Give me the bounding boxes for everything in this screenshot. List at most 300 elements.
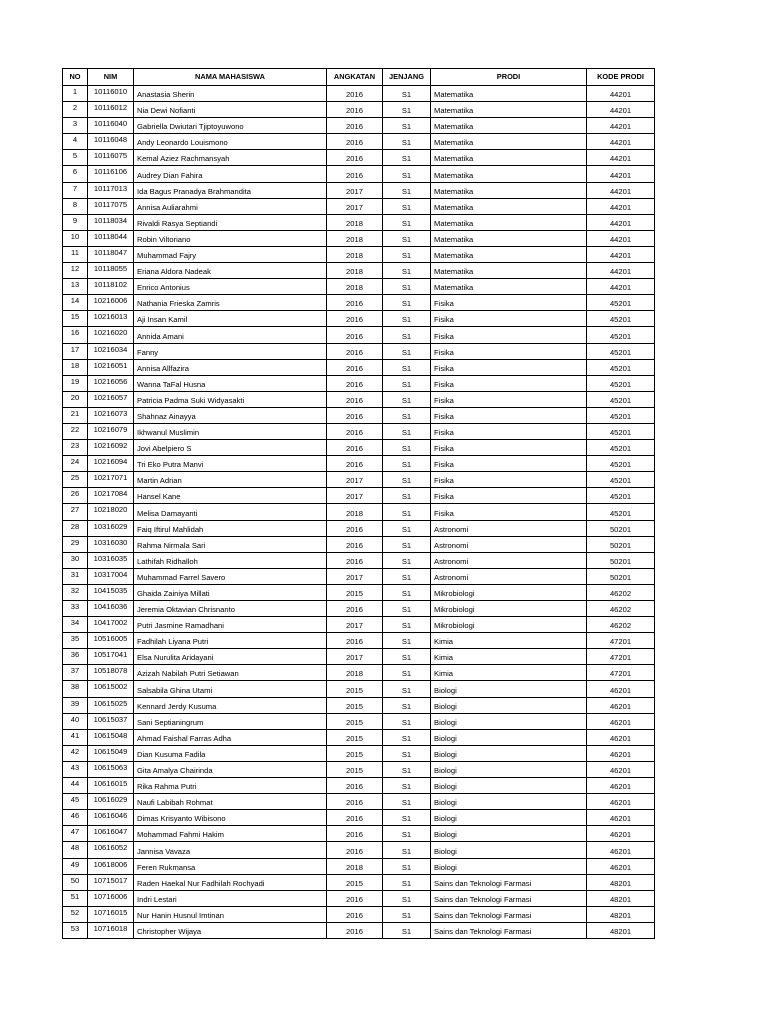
cell-nim: 10616046	[88, 810, 134, 826]
cell-prodi: Matematika	[431, 150, 587, 166]
cell-angkatan: 2018	[327, 665, 383, 681]
cell-no: 30	[63, 552, 88, 568]
cell-jenjang: S1	[383, 906, 431, 922]
cell-prodi: Mikrobiologi	[431, 617, 587, 633]
cell-nama-mahasiswa: Wanna TaFal Husna	[134, 375, 327, 391]
cell-prodi: Matematika	[431, 166, 587, 182]
table-row	[63, 601, 655, 617]
header-row	[63, 69, 655, 86]
table-row	[63, 874, 655, 890]
cell-nama-mahasiswa: Christopher Wijaya	[134, 922, 327, 938]
cell-prodi: Matematika	[431, 86, 587, 102]
cell-prodi: Sains dan Teknologi Farmasi	[431, 906, 587, 922]
cell-kode-prodi: 45201	[587, 407, 655, 423]
table-row	[63, 246, 655, 262]
cell-prodi: Matematika	[431, 279, 587, 295]
cell-nama-mahasiswa: Lathifah Ridhalloh	[134, 552, 327, 568]
cell-jenjang: S1	[383, 150, 431, 166]
table-row	[63, 198, 655, 214]
cell-nim: 10118047	[88, 246, 134, 262]
cell-prodi: Biologi	[431, 794, 587, 810]
cell-nama-mahasiswa: Feren Rukmansa	[134, 858, 327, 874]
cell-no: 5	[63, 150, 88, 166]
table-row	[63, 230, 655, 246]
cell-nama-mahasiswa: Ida Bagus Pranadya Brahmandita	[134, 182, 327, 198]
cell-nama-mahasiswa: Rika Rahma Putri	[134, 778, 327, 794]
cell-nama-mahasiswa: Dimas Krisyanto Wibisono	[134, 810, 327, 826]
table-row	[63, 150, 655, 166]
cell-prodi: Matematika	[431, 118, 587, 134]
cell-prodi: Biologi	[431, 761, 587, 777]
cell-nim: 10316029	[88, 520, 134, 536]
cell-nama-mahasiswa: Sani Septianingrum	[134, 713, 327, 729]
cell-angkatan: 2016	[327, 166, 383, 182]
cell-nama-mahasiswa: Fanny	[134, 343, 327, 359]
cell-prodi: Fisika	[431, 295, 587, 311]
table-row	[63, 665, 655, 681]
cell-nama-mahasiswa: Annisa Allfazira	[134, 359, 327, 375]
cell-nama-mahasiswa: Rivaldi Rasya Septiandi	[134, 214, 327, 230]
cell-nim: 10716018	[88, 922, 134, 938]
table-body	[63, 86, 655, 939]
cell-jenjang: S1	[383, 761, 431, 777]
cell-no: 20	[63, 391, 88, 407]
cell-nim: 10216034	[88, 343, 134, 359]
cell-no: 52	[63, 906, 88, 922]
cell-kode-prodi: 48201	[587, 906, 655, 922]
cell-kode-prodi: 50201	[587, 520, 655, 536]
cell-jenjang: S1	[383, 858, 431, 874]
cell-nama-mahasiswa: Putri Jasmine Ramadhani	[134, 617, 327, 633]
cell-nim: 10615048	[88, 729, 134, 745]
cell-jenjang: S1	[383, 890, 431, 906]
cell-angkatan: 2017	[327, 472, 383, 488]
table-row	[63, 633, 655, 649]
cell-nim: 10117013	[88, 182, 134, 198]
cell-kode-prodi: 44201	[587, 102, 655, 118]
cell-prodi: Kimia	[431, 633, 587, 649]
cell-nim: 10116075	[88, 150, 134, 166]
cell-angkatan: 2016	[327, 922, 383, 938]
table-row	[63, 617, 655, 633]
cell-kode-prodi: 47201	[587, 633, 655, 649]
cell-nama-mahasiswa: Patricia Padma Suki Widyasakti	[134, 391, 327, 407]
cell-no: 37	[63, 665, 88, 681]
cell-jenjang: S1	[383, 102, 431, 118]
cell-jenjang: S1	[383, 617, 431, 633]
cell-nim: 10618006	[88, 858, 134, 874]
cell-jenjang: S1	[383, 375, 431, 391]
cell-angkatan: 2016	[327, 327, 383, 343]
cell-jenjang: S1	[383, 874, 431, 890]
cell-angkatan: 2018	[327, 246, 383, 262]
cell-prodi: Matematika	[431, 182, 587, 198]
cell-nim: 10415035	[88, 584, 134, 600]
cell-prodi: Matematika	[431, 214, 587, 230]
cell-kode-prodi: 45201	[587, 375, 655, 391]
cell-jenjang: S1	[383, 391, 431, 407]
cell-nama-mahasiswa: Kemal Aziez Rachmansyah	[134, 150, 327, 166]
cell-nim: 10118044	[88, 230, 134, 246]
cell-jenjang: S1	[383, 536, 431, 552]
cell-jenjang: S1	[383, 472, 431, 488]
cell-angkatan: 2016	[327, 118, 383, 134]
cell-nim: 10216073	[88, 407, 134, 423]
cell-nim: 10216056	[88, 375, 134, 391]
table-row	[63, 922, 655, 938]
cell-nim: 10716006	[88, 890, 134, 906]
cell-no: 21	[63, 407, 88, 423]
table-row	[63, 166, 655, 182]
table-row	[63, 858, 655, 874]
cell-no: 2	[63, 102, 88, 118]
cell-kode-prodi: 46201	[587, 858, 655, 874]
cell-kode-prodi: 45201	[587, 472, 655, 488]
header-jenjang: JENJANG	[383, 69, 431, 86]
cell-angkatan: 2016	[327, 456, 383, 472]
cell-nim: 10416036	[88, 601, 134, 617]
cell-kode-prodi: 44201	[587, 263, 655, 279]
cell-no: 35	[63, 633, 88, 649]
cell-nama-mahasiswa: Naufi Labibah Rohmat	[134, 794, 327, 810]
header-prodi: PRODI	[431, 69, 587, 86]
cell-angkatan: 2016	[327, 423, 383, 439]
cell-no: 32	[63, 584, 88, 600]
cell-angkatan: 2016	[327, 826, 383, 842]
cell-nim: 10118034	[88, 214, 134, 230]
cell-nama-mahasiswa: Jovi Abelpiero S	[134, 440, 327, 456]
cell-nim: 10216094	[88, 456, 134, 472]
cell-nama-mahasiswa: Enrico Antonius	[134, 279, 327, 295]
cell-kode-prodi: 44201	[587, 118, 655, 134]
cell-prodi: Fisika	[431, 423, 587, 439]
cell-jenjang: S1	[383, 826, 431, 842]
cell-prodi: Matematika	[431, 263, 587, 279]
cell-angkatan: 2016	[327, 890, 383, 906]
cell-angkatan: 2018	[327, 230, 383, 246]
cell-angkatan: 2015	[327, 761, 383, 777]
cell-no: 9	[63, 214, 88, 230]
cell-no: 50	[63, 874, 88, 890]
cell-angkatan: 2016	[327, 311, 383, 327]
cell-no: 4	[63, 134, 88, 150]
cell-no: 43	[63, 761, 88, 777]
cell-nim: 10216013	[88, 311, 134, 327]
cell-kode-prodi: 45201	[587, 423, 655, 439]
cell-nama-mahasiswa: Dian Kusuma Fadila	[134, 745, 327, 761]
cell-angkatan: 2017	[327, 617, 383, 633]
cell-nim: 10518078	[88, 665, 134, 681]
cell-nama-mahasiswa: Rahma Nirmala Sari	[134, 536, 327, 552]
cell-no: 29	[63, 536, 88, 552]
cell-nim: 10615049	[88, 745, 134, 761]
cell-angkatan: 2016	[327, 343, 383, 359]
cell-nim: 10118102	[88, 279, 134, 295]
cell-jenjang: S1	[383, 778, 431, 794]
cell-jenjang: S1	[383, 584, 431, 600]
table-row	[63, 520, 655, 536]
cell-prodi: Matematika	[431, 230, 587, 246]
table-row	[63, 407, 655, 423]
cell-nim: 10316035	[88, 552, 134, 568]
cell-kode-prodi: 44201	[587, 246, 655, 262]
cell-nim: 10116106	[88, 166, 134, 182]
cell-no: 8	[63, 198, 88, 214]
cell-nama-mahasiswa: Fadhilah Liyana Putri	[134, 633, 327, 649]
table-row	[63, 118, 655, 134]
cell-angkatan: 2016	[327, 520, 383, 536]
cell-kode-prodi: 46201	[587, 826, 655, 842]
cell-kode-prodi: 48201	[587, 874, 655, 890]
header-angkatan: ANGKATAN	[327, 69, 383, 86]
cell-prodi: Fisika	[431, 311, 587, 327]
cell-kode-prodi: 46201	[587, 697, 655, 713]
cell-prodi: Biologi	[431, 729, 587, 745]
cell-nim: 10216020	[88, 327, 134, 343]
table-row	[63, 423, 655, 439]
cell-prodi: Fisika	[431, 391, 587, 407]
cell-nama-mahasiswa: Tri Eko Putra Manvi	[134, 456, 327, 472]
student-table	[62, 68, 655, 939]
cell-angkatan: 2018	[327, 858, 383, 874]
cell-jenjang: S1	[383, 311, 431, 327]
cell-kode-prodi: 44201	[587, 86, 655, 102]
cell-no: 10	[63, 230, 88, 246]
cell-prodi: Astronomi	[431, 536, 587, 552]
cell-nama-mahasiswa: Hansel Kane	[134, 488, 327, 504]
cell-angkatan: 2015	[327, 874, 383, 890]
cell-prodi: Fisika	[431, 504, 587, 520]
cell-angkatan: 2017	[327, 488, 383, 504]
cell-angkatan: 2017	[327, 649, 383, 665]
cell-nim: 10516005	[88, 633, 134, 649]
cell-prodi: Sains dan Teknologi Farmasi	[431, 890, 587, 906]
cell-kode-prodi: 46202	[587, 617, 655, 633]
cell-nama-mahasiswa: Nur Hanin Husnul Imtinan	[134, 906, 327, 922]
cell-kode-prodi: 45201	[587, 311, 655, 327]
table-row	[63, 488, 655, 504]
cell-angkatan: 2016	[327, 375, 383, 391]
cell-nama-mahasiswa: Gita Amalya Chairinda	[134, 761, 327, 777]
cell-jenjang: S1	[383, 198, 431, 214]
cell-angkatan: 2016	[327, 633, 383, 649]
table-row	[63, 86, 655, 102]
cell-kode-prodi: 48201	[587, 922, 655, 938]
cell-jenjang: S1	[383, 456, 431, 472]
cell-jenjang: S1	[383, 665, 431, 681]
table-row	[63, 295, 655, 311]
cell-no: 44	[63, 778, 88, 794]
cell-angkatan: 2016	[327, 536, 383, 552]
cell-angkatan: 2018	[327, 279, 383, 295]
cell-nim: 10317004	[88, 568, 134, 584]
cell-kode-prodi: 46201	[587, 745, 655, 761]
cell-nim: 10217071	[88, 472, 134, 488]
header-no: NO	[63, 69, 88, 86]
cell-nama-mahasiswa: Ahmad Faishal Farras Adha	[134, 729, 327, 745]
table-row	[63, 182, 655, 198]
cell-no: 40	[63, 713, 88, 729]
table-row	[63, 472, 655, 488]
table-row	[63, 794, 655, 810]
cell-angkatan: 2015	[327, 713, 383, 729]
table-row	[63, 729, 655, 745]
cell-kode-prodi: 44201	[587, 166, 655, 182]
cell-nim: 10316030	[88, 536, 134, 552]
cell-angkatan: 2018	[327, 504, 383, 520]
cell-nim: 10616029	[88, 794, 134, 810]
cell-nama-mahasiswa: Gabriella Dwiutari Tjiptoyuwono	[134, 118, 327, 134]
cell-jenjang: S1	[383, 810, 431, 826]
cell-jenjang: S1	[383, 246, 431, 262]
cell-angkatan: 2016	[327, 391, 383, 407]
cell-prodi: Sains dan Teknologi Farmasi	[431, 922, 587, 938]
table-row	[63, 778, 655, 794]
cell-prodi: Biologi	[431, 697, 587, 713]
cell-kode-prodi: 50201	[587, 552, 655, 568]
cell-nim: 10616015	[88, 778, 134, 794]
cell-prodi: Fisika	[431, 407, 587, 423]
cell-nama-mahasiswa: Salsabila Ghina Utami	[134, 681, 327, 697]
cell-kode-prodi: 47201	[587, 649, 655, 665]
cell-kode-prodi: 45201	[587, 391, 655, 407]
cell-angkatan: 2016	[327, 359, 383, 375]
cell-kode-prodi: 46201	[587, 810, 655, 826]
cell-kode-prodi: 47201	[587, 665, 655, 681]
cell-no: 3	[63, 118, 88, 134]
header-nama-mahasiswa: NAMA MAHASISWA	[134, 69, 327, 86]
cell-jenjang: S1	[383, 214, 431, 230]
cell-no: 28	[63, 520, 88, 536]
cell-kode-prodi: 48201	[587, 890, 655, 906]
cell-jenjang: S1	[383, 745, 431, 761]
cell-jenjang: S1	[383, 230, 431, 246]
cell-nim: 10616047	[88, 826, 134, 842]
cell-angkatan: 2016	[327, 440, 383, 456]
cell-angkatan: 2017	[327, 198, 383, 214]
cell-angkatan: 2016	[327, 906, 383, 922]
cell-nim: 10118055	[88, 263, 134, 279]
cell-angkatan: 2017	[327, 182, 383, 198]
cell-kode-prodi: 45201	[587, 440, 655, 456]
cell-angkatan: 2016	[327, 794, 383, 810]
cell-nim: 10218020	[88, 504, 134, 520]
cell-no: 19	[63, 375, 88, 391]
cell-kode-prodi: 50201	[587, 536, 655, 552]
cell-jenjang: S1	[383, 552, 431, 568]
cell-prodi: Fisika	[431, 456, 587, 472]
student-list-sheet	[62, 68, 654, 939]
table-row	[63, 263, 655, 279]
cell-angkatan: 2016	[327, 102, 383, 118]
cell-prodi: Sains dan Teknologi Farmasi	[431, 874, 587, 890]
cell-kode-prodi: 46201	[587, 794, 655, 810]
cell-prodi: Biologi	[431, 713, 587, 729]
cell-nim: 10216092	[88, 440, 134, 456]
cell-prodi: Astronomi	[431, 520, 587, 536]
cell-nim: 10116040	[88, 118, 134, 134]
table-row	[63, 697, 655, 713]
cell-jenjang: S1	[383, 729, 431, 745]
cell-prodi: Matematika	[431, 246, 587, 262]
cell-prodi: Fisika	[431, 488, 587, 504]
cell-nim: 10616052	[88, 842, 134, 858]
cell-no: 17	[63, 343, 88, 359]
cell-no: 14	[63, 295, 88, 311]
cell-no: 25	[63, 472, 88, 488]
cell-prodi: Mikrobiologi	[431, 601, 587, 617]
cell-jenjang: S1	[383, 295, 431, 311]
cell-nama-mahasiswa: Nia Dewi Nofianti	[134, 102, 327, 118]
cell-kode-prodi: 44201	[587, 182, 655, 198]
cell-kode-prodi: 46201	[587, 842, 655, 858]
cell-no: 15	[63, 311, 88, 327]
cell-nim: 10117075	[88, 198, 134, 214]
cell-no: 53	[63, 922, 88, 938]
cell-prodi: Astronomi	[431, 552, 587, 568]
cell-jenjang: S1	[383, 423, 431, 439]
cell-no: 34	[63, 617, 88, 633]
cell-jenjang: S1	[383, 681, 431, 697]
cell-no: 45	[63, 794, 88, 810]
table-row	[63, 456, 655, 472]
cell-no: 41	[63, 729, 88, 745]
cell-angkatan: 2018	[327, 214, 383, 230]
cell-nama-mahasiswa: Muhammad Farrel Savero	[134, 568, 327, 584]
cell-jenjang: S1	[383, 842, 431, 858]
cell-nama-mahasiswa: Annida Amani	[134, 327, 327, 343]
cell-nim: 10116010	[88, 86, 134, 102]
cell-nim: 10716015	[88, 906, 134, 922]
cell-no: 16	[63, 327, 88, 343]
cell-prodi: Biologi	[431, 681, 587, 697]
cell-jenjang: S1	[383, 520, 431, 536]
cell-no: 46	[63, 810, 88, 826]
table-row	[63, 536, 655, 552]
cell-no: 7	[63, 182, 88, 198]
cell-jenjang: S1	[383, 407, 431, 423]
cell-prodi: Biologi	[431, 810, 587, 826]
cell-no: 49	[63, 858, 88, 874]
cell-jenjang: S1	[383, 279, 431, 295]
cell-angkatan: 2015	[327, 697, 383, 713]
cell-angkatan: 2016	[327, 842, 383, 858]
cell-angkatan: 2015	[327, 584, 383, 600]
cell-kode-prodi: 46201	[587, 778, 655, 794]
cell-nim: 10615037	[88, 713, 134, 729]
cell-nama-mahasiswa: Annisa Auliarahmi	[134, 198, 327, 214]
cell-nim: 10216006	[88, 295, 134, 311]
cell-nama-mahasiswa: Kennard Jerdy Kusuma	[134, 697, 327, 713]
cell-jenjang: S1	[383, 134, 431, 150]
cell-jenjang: S1	[383, 166, 431, 182]
cell-kode-prodi: 46201	[587, 729, 655, 745]
cell-nim: 10216057	[88, 391, 134, 407]
cell-kode-prodi: 45201	[587, 456, 655, 472]
cell-nim: 10417002	[88, 617, 134, 633]
cell-prodi: Biologi	[431, 842, 587, 858]
table-row	[63, 826, 655, 842]
cell-nama-mahasiswa: Raden Haekal Nur Fadhilah Rochyadi	[134, 874, 327, 890]
cell-nama-mahasiswa: Robin Viltoriano	[134, 230, 327, 246]
cell-nama-mahasiswa: Anastasia Sherin	[134, 86, 327, 102]
table-row	[63, 311, 655, 327]
cell-angkatan: 2015	[327, 745, 383, 761]
cell-jenjang: S1	[383, 86, 431, 102]
cell-angkatan: 2016	[327, 601, 383, 617]
cell-prodi: Fisika	[431, 359, 587, 375]
cell-angkatan: 2016	[327, 778, 383, 794]
